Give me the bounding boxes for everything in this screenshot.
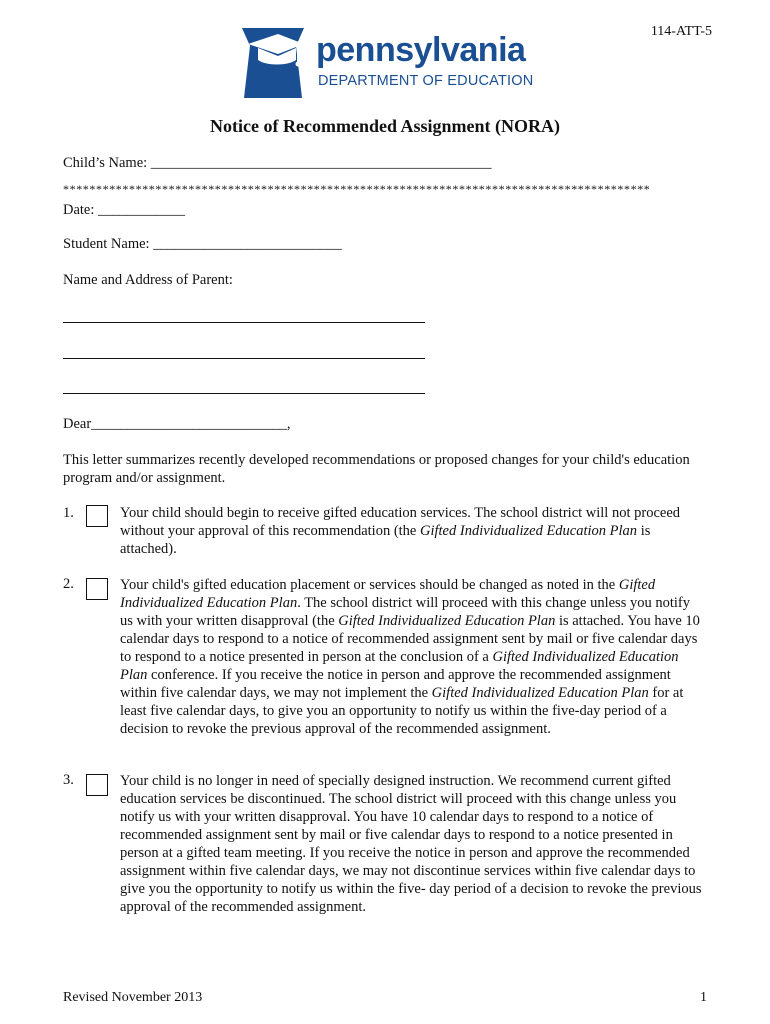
form-code: 114-ATT-5	[650, 24, 712, 39]
address-line-3[interactable]	[63, 393, 425, 394]
revision-date: Revised November 2013	[63, 990, 203, 1005]
option-3-text: Your child is no longer in need of specially designed instruction. We recommend current gifted education services be discontinued. The school district will proceed with this change unless you notify us with your written disapproval. You have 10 calendar days to respond to a notice of recommended assignment sent by mail or five calendar days to respond to a notice presented in person at a gifted team meeting. If you receive the notice in person and approve the recommended assignment within five calendar days, we may not discontinue services within five calendar days to give you the opportunity to notify us within the five- day period of a decision to revoke the previous approval of the recommended assignment.	[120, 773, 702, 915]
logo-wordmark: pennsylvania	[316, 31, 526, 69]
option-2-checkbox[interactable]	[86, 578, 108, 600]
address-line-2[interactable]	[63, 358, 425, 359]
parent-address-label: Name and Address of Parent:	[63, 272, 233, 288]
option-3-checkbox[interactable]	[86, 774, 108, 796]
child-name-field[interactable]: Child’s Name: _______________________________________________	[63, 155, 492, 171]
intro-paragraph: This letter summarizes recently developed recommendations or proposed changes for your child's education program and/or assignment.	[63, 452, 690, 486]
page-title: Notice of Recommended Assignment (NORA)	[210, 116, 560, 136]
student-name-field[interactable]: Student Name: __________________________	[63, 236, 342, 252]
salutation-field[interactable]: Dear___________________________,	[63, 416, 291, 432]
option-2-text: Your child's gifted education placement or services should be changed as noted in the Gifted Individualized Education Plan. The school district will proceed with this change unless you notify us with your written disapproval (the Gifted Individualized Education Plan is attached. You have 10 calendar days to respond to a notice of recommended assignment sent by mail or five calendar days to respond to a notice presented in person at the conclusion of a Gifted Individualized Education Plan conference. If you receive the notice in person and approve the recommended assignment within five calendar days, we may not implement the Gifted Individualized Education Plan for at least five calendar days, to give you an opportunity to notify us within the five-day period of a decision to revoke the previous approval of the recommended assignment.	[120, 577, 700, 737]
separator-stars: *****************************************************************************************	[63, 182, 651, 196]
pa-education-logo	[238, 26, 538, 100]
option-1-checkbox[interactable]	[86, 505, 108, 527]
option-1-text: Your child should begin to receive gifted education services. The school district will not proceed without your approval of this recommendation (the Gifted Individualized Education Plan is attached).	[120, 505, 680, 557]
item-number: 1.	[63, 505, 74, 521]
address-line-1[interactable]	[63, 322, 425, 323]
logo-department: DEPARTMENT OF EDUCATION	[318, 73, 534, 89]
item-number: 3.	[63, 772, 74, 788]
item-number: 2.	[63, 576, 74, 592]
page-number: 1	[700, 990, 707, 1005]
keystone-logo-icon	[238, 26, 308, 100]
date-field[interactable]: Date: ____________	[63, 202, 186, 218]
